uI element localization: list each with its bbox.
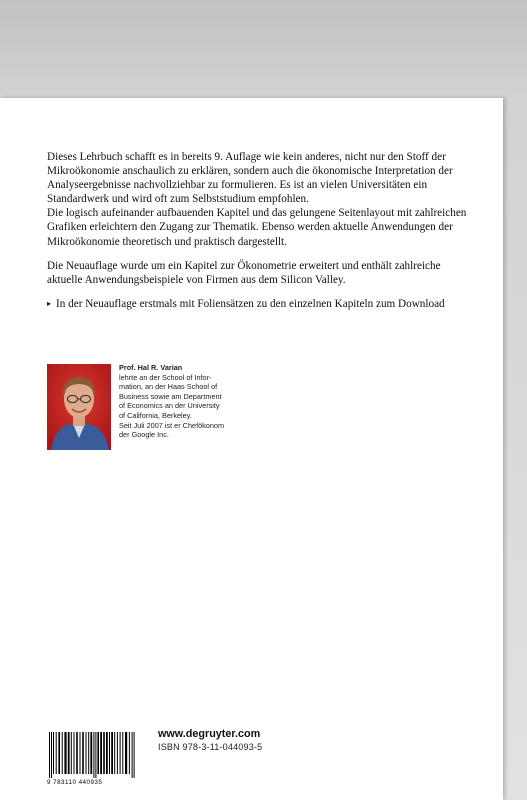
author-bio-line: Seit Juli 2007 ist er Chefökonom bbox=[119, 420, 225, 430]
author-bio-line: mation, an der Haas School of bbox=[119, 382, 218, 392]
blurb-paragraph-2: Die Neuauflage wurde um ein Kapitel zur Ökonometrie erweitert und enthält zahlreiche aktuelle Anwendungsbeispiele von Firmen aus dem Silicon Valley. bbox=[47, 259, 441, 286]
author-bio bbox=[119, 363, 289, 440]
barcode-digits: 9 783110 440935 bbox=[47, 779, 103, 786]
author-photo bbox=[47, 364, 111, 450]
blurb-paragraph-1b: Die logisch aufeinander aufbauenden Kapitel und das gelungene Seitenlayout mit zahlreichen Grafiken erleichtern den Zugang zur Thematik. Ebenso werden aktuelle Anwendungen der Mikroökonomie theoretisch und praktisch dargestellt. bbox=[47, 207, 467, 248]
isbn-barcode bbox=[47, 732, 141, 778]
bullet-arrow-icon: ▸ bbox=[47, 298, 52, 308]
publisher-url[interactable]: www.degruyter.com bbox=[158, 728, 261, 740]
blurb-text bbox=[47, 150, 477, 311]
author-bio-line: of Economics an der University bbox=[119, 401, 220, 411]
blurb-bullet bbox=[47, 297, 477, 311]
publisher-info bbox=[158, 728, 262, 752]
author-name: Prof. Hal R. Varian bbox=[119, 363, 183, 372]
isbn-number: ISBN 978-3-11-044093-5 bbox=[158, 742, 263, 752]
author-bio-line: Business sowie am Department bbox=[119, 391, 222, 401]
author-bio-line: lehrte an der School of Infor- bbox=[119, 372, 212, 382]
author-bio-line: of California, Berkeley. bbox=[119, 410, 192, 420]
author-bio-line: der Google Inc. bbox=[119, 430, 169, 440]
blurb-bullet-text: In der Neuauflage erstmals mit Foliensätzen zu den einzelnen Kapiteln zum Download bbox=[56, 297, 445, 310]
book-back-cover bbox=[0, 98, 503, 800]
blurb-paragraph-1: Dieses Lehrbuch schafft es in bereits 9. Auflage wie kein anderes, nicht nur den Stoff der Mikroökonomie anschaulich zu erklären, sondern auch die ökonomische Interpretation der Analyseergebnisse nachvollziehbar zu formulieren. Es ist an vielen Universitäten ein Standardwerk und wird oft zum Selbststudium empfohlen. bbox=[47, 151, 453, 206]
